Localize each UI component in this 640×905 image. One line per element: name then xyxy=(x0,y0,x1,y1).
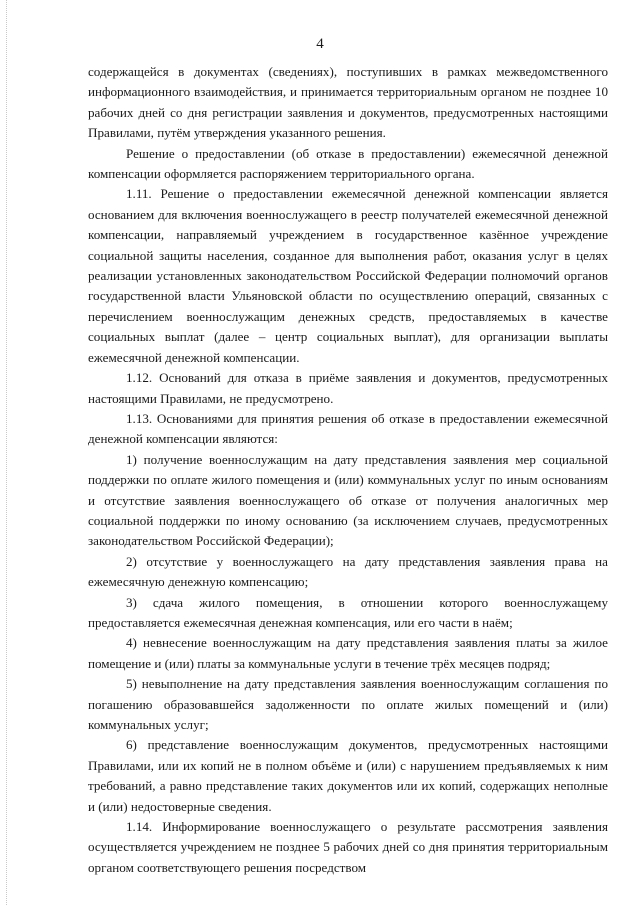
page-number: 4 xyxy=(316,36,324,52)
paragraph-1-14: 1.14. Информирование военнослужащего о результате рассмотрения заявления осуществляется учреждением не позднее 5 рабочих дней со дня принятия территориальным органом соответствующего решения посредством xyxy=(88,819,608,875)
list-item-6: 6) представление военнослужащим документов, предусмотренных настоящими Правилами, или их копий не в полном объёме и (или) с нарушением предъявляемых к ним требований, а равно представление таких документов или их копий, содержащих неполные и (или) недостоверные сведения. xyxy=(88,737,608,814)
list-item-3: 3) сдача жилого помещения, в отношении которого военнослужащему предоставляется ежемесячная денежная компенсация, или его части в наём; xyxy=(88,594,608,630)
list-item-1: 1) получение военнослужащим на дату представления заявления мер социальной поддержки по оплате жилого помещения и (или) коммунальных услуг по иным основаниям и отсутствие заявления военнослужащего об отказе от получения аналогичных мер социальной поддержки по иному основанию (за исключением случаев, предусмотренных законодательством Российской Федерации); xyxy=(88,451,608,549)
list-item-5: 5) невыполнение на дату представления заявления военнослужащим соглашения по погашению образовавшейся задолженности по оплате жилых помещений и (или) коммунальных услуг; xyxy=(88,676,608,732)
list-item-4: 4) невнесение военнослужащим на дату представления заявления платы за жилое помещение и (или) платы за коммунальные услуги в течение трёх месяцев подряд; xyxy=(88,635,608,671)
list-item-2: 2) отсутствие у военнослужащего на дату представления заявления права на ежемесячную денежную компенсацию; xyxy=(88,553,608,590)
paragraph-decision-format: Решение о предоставлении (об отказе в предоставлении) ежемесячной денежной компенсации оформляется распоряжением территориального органа. xyxy=(88,145,608,182)
paragraph-1-13: 1.13. Основаниями для принятия решения об отказе в предоставлении ежемесячной денежной компенсации являются: xyxy=(88,410,608,447)
paragraph-continuation: содержащейся в документах (сведениях), поступивших в рамках межведомственного информационного взаимодействия, и принимается территориальным органом не позднее 10 рабочих дней со дня регистрации заявления и документов, предусмотренных настоящими Правилами, путём утверждения указанного решения. xyxy=(88,64,608,141)
scan-margin-line xyxy=(6,0,8,905)
document-body xyxy=(88,62,608,878)
paragraph-1-12: 1.12. Оснований для отказа в приёме заявления и документов, предусмотренных настоящими Правилами, не предусмотрено. xyxy=(88,370,608,406)
paragraph-1-11: 1.11. Решение о предоставлении ежемесячной денежной компенсации является основанием для включения военнослужащего в реестр получателей ежемесячной денежной компенсации, направляемый учреждением в государственное казённое учреждение социальной защиты населения, созданное для выполнения работ, оказания услуг в целях реализации установленных законодательством Российской Федерации полномочий органов государственной власти Ульяновской области по осуществлению операций, связанных с перечислением военнослужащим денежных средств, предоставляемых в качестве социальных выплат (далее – центр социальных выплат), для организации выплаты ежемесячной денежной компенсации. xyxy=(88,186,608,365)
